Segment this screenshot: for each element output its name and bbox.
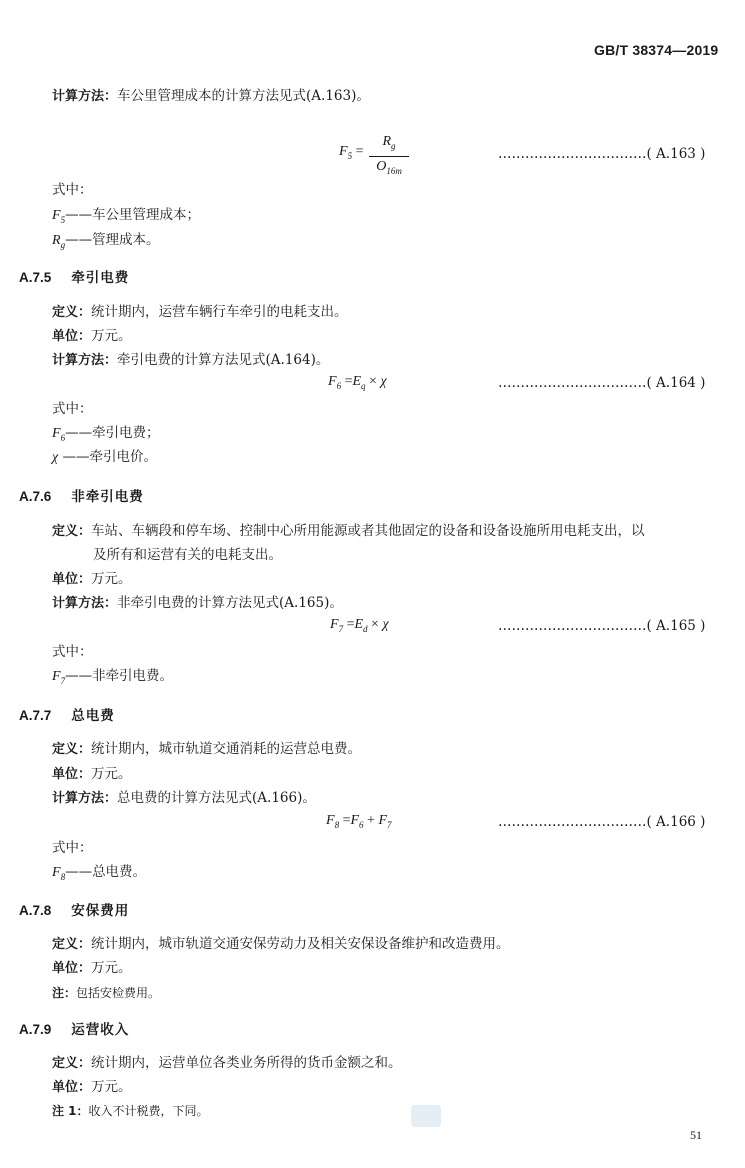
definition-continued: 及所有和运营有关的电耗支出。 — [93, 547, 282, 563]
where-label: 式中： — [52, 401, 93, 417]
unit: 单位：万元。 — [52, 960, 132, 976]
method: 计算方法：非牵引电费的计算方法见式(A.165)。 — [52, 595, 343, 611]
definition: 定义：统计期内，运营单位各类业务所得的货币金额之和。 — [52, 1055, 402, 1071]
equation-a164-number: ……………………………( A.164 ) — [498, 375, 706, 391]
method: 计算方法：总电费的计算方法见式(A.166)。 — [52, 790, 316, 806]
variable-definition: $R_g——$管理成本。 — [52, 232, 160, 250]
fraction-bar — [369, 156, 409, 157]
section-heading-a79: A.7.9 运营收入 — [19, 1022, 130, 1038]
equation-a165: $F_7 =E_d \times \chi$ — [330, 617, 389, 634]
equation-a166-number: ……………………………( A.166 ) — [498, 814, 706, 830]
variable-definition: $F_5——$车公里管理成本； — [52, 207, 201, 225]
denominator: $O_{16m}$ — [376, 158, 402, 176]
definition: 定义：统计期内，城市轨道交通消耗的运营总电费。 — [52, 741, 362, 757]
unit: 单位：万元。 — [52, 328, 132, 344]
equation-a163-fraction — [369, 133, 409, 180]
where-label: 式中： — [52, 182, 93, 198]
equation-a166: $F_8 =F_6 + F_7$ — [326, 813, 392, 830]
where-label: 式中： — [52, 840, 93, 856]
definition: 定义：车站、车辆段和停车场、控制中心所用能源或者其他固定的设备和设备设施所用电耗支出，以 — [52, 523, 645, 539]
note: 注 1：收入不计税费，下同。 — [52, 1104, 209, 1118]
definition: 定义：统计期内，城市轨道交通安保劳动力及相关安保设备维护和改造费用。 — [52, 936, 510, 952]
unit: 单位：万元。 — [52, 766, 132, 782]
definition: 定义：统计期内，运营车辆行车牵引的电耗支出。 — [52, 304, 348, 320]
method: 计算方法：牵引电费的计算方法见式(A.164)。 — [52, 352, 330, 368]
unit: 单位：万元。 — [52, 1079, 132, 1095]
variable-definition: χ ——牵引电价。 — [52, 449, 157, 465]
numerator: $R_g$ — [382, 134, 396, 151]
section-heading-a77: A.7.7 总电费 — [19, 708, 115, 724]
section-heading-a78: A.7.8 安保费用 — [19, 903, 130, 919]
equation-a163-number: ……………………………( A.163 ) — [498, 146, 706, 162]
paragraph-method-a163 — [52, 86, 370, 107]
where-label: 式中： — [52, 644, 93, 660]
unit: 单位：万元。 — [52, 571, 132, 587]
text: 车公里管理成本的计算方法见式(A.163)。 — [117, 88, 370, 104]
watermark-logo-icon — [411, 1105, 441, 1127]
section-heading-a76: A.7.6 非牵引电费 — [19, 489, 144, 505]
variable-definition: $F_7——$非牵引电费。 — [52, 668, 174, 686]
variable-definition: $F_6——$牵引电费； — [52, 425, 160, 443]
equation-a165-number: ……………………………( A.165 ) — [498, 618, 706, 634]
variable-definition: $F_8——$总电费。 — [52, 864, 147, 882]
section-heading-a75: A.7.5 牵引电费 — [19, 270, 130, 286]
equation-a164: $F_6 =E_q \times \chi$ — [328, 374, 387, 391]
label: 计算方法： — [52, 89, 118, 104]
note: 注：包括安检费用。 — [52, 986, 161, 1000]
equation-a163-lhs: $F_5$ = — [339, 144, 364, 161]
page-number: 51 — [690, 1128, 702, 1142]
standard-number: GB/T 38374—2019 — [594, 42, 719, 58]
